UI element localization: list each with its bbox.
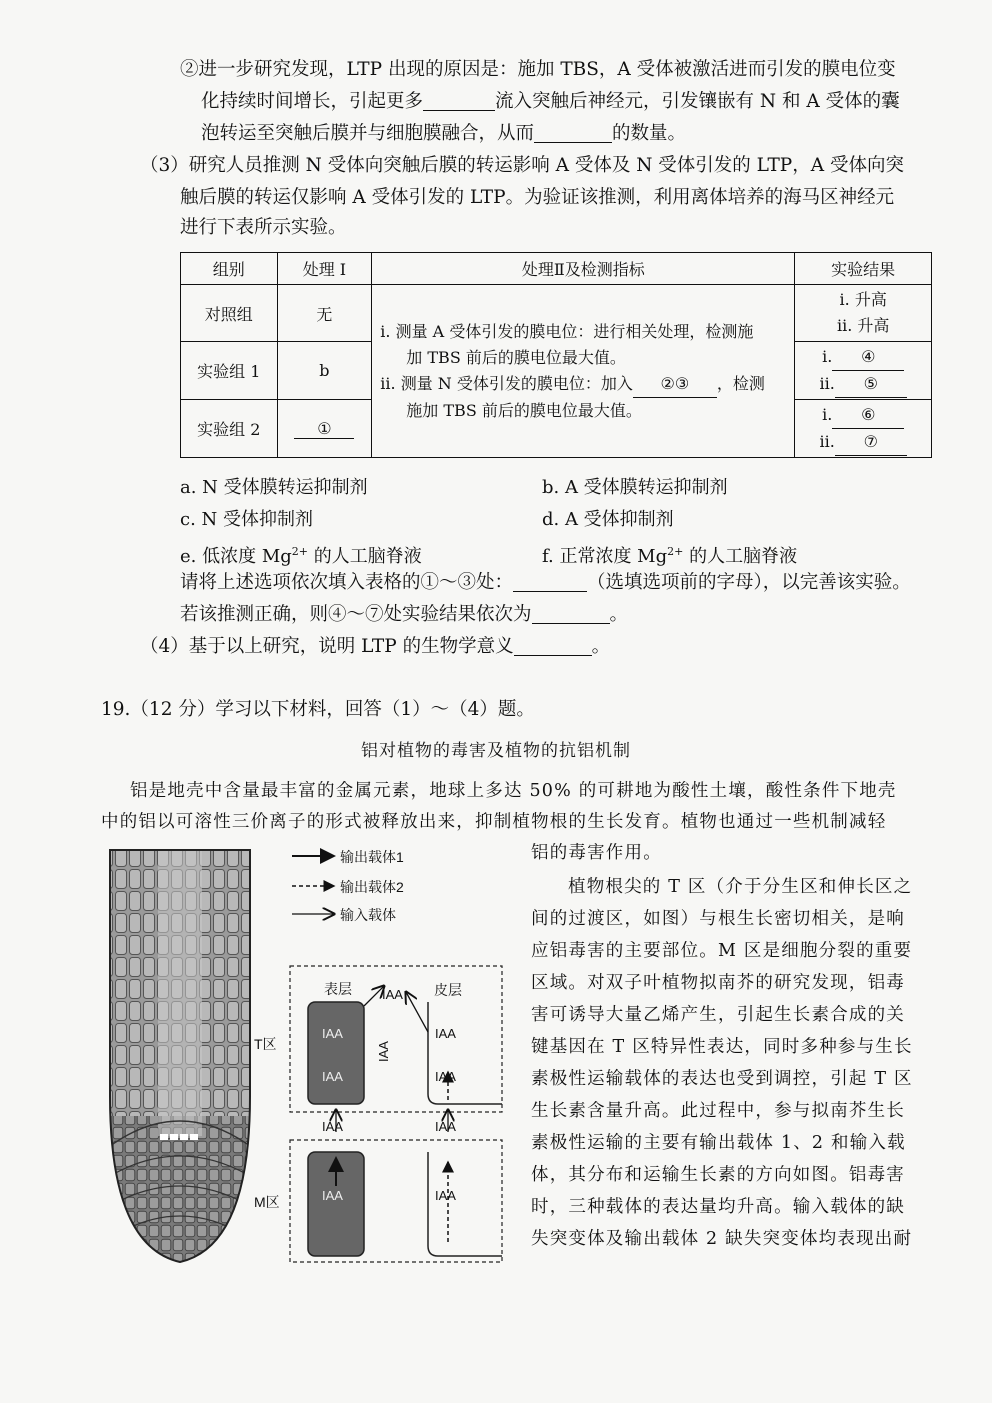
body-line: 植物根尖的 T 区（介于分生区和伸长区之 bbox=[568, 877, 913, 897]
body-line: 应铝毒害的主要部位。M 区是细胞分裂的重要 bbox=[531, 941, 913, 961]
header-treatment-2: 处理Ⅱ及检测指标 bbox=[372, 253, 795, 285]
q19-intro-2: 中的铝以可溶性三价离子的形式被释放出来，抑制植物根的生长发育。植物也通过一些机制减轻 bbox=[101, 812, 887, 832]
iaa-label: IAA bbox=[322, 1119, 343, 1134]
superscript: 2+ bbox=[291, 545, 308, 558]
text: ii. 测量 N 受体引发的膜电位：加入 bbox=[380, 373, 633, 393]
text: 若该推测正确，则④～⑦处实验结果依次为 bbox=[180, 604, 532, 625]
text: 请将上述选项依次填入表格的①～③处： bbox=[180, 572, 514, 593]
answer-blank-1[interactable]: ① bbox=[294, 419, 354, 439]
text: 的人工脑脊液 bbox=[683, 546, 798, 567]
body-line: 失突变体及输出载体 2 缺失突变体均表现出耐 bbox=[531, 1229, 913, 1249]
option-c: c. N 受体抑制剂 bbox=[180, 509, 313, 530]
answer-blank[interactable] bbox=[514, 635, 592, 656]
text: 流入突触后神经元，引发镶嵌有 N 和 A 受体的囊 bbox=[495, 91, 900, 112]
row-control-group: 对照组 bbox=[181, 285, 278, 342]
row-control-result bbox=[795, 285, 932, 342]
option-a: a. N 受体膜转运抑制剂 bbox=[180, 477, 368, 498]
answer-blank-7[interactable]: ⑦ bbox=[835, 429, 907, 456]
auxin-transport-diagram bbox=[288, 962, 504, 1266]
result-ii: ii. 升高 bbox=[836, 316, 890, 335]
header-treatment-1: 处理 I bbox=[277, 253, 372, 285]
iaa-label: IAA bbox=[322, 1188, 343, 1203]
prefix: ii. bbox=[819, 431, 835, 451]
detect-1b: 加 TBS 前后的膜电位最大值。 bbox=[406, 347, 626, 367]
body-line: 素极性运输载体的表达也受到调控，引起 T 区 bbox=[531, 1069, 913, 1089]
q19-intro-3: 铝的毒害作用。 bbox=[531, 843, 662, 863]
q19-title: 铝对植物的毒害及植物的抗铝机制 bbox=[361, 741, 631, 761]
text: 。 bbox=[591, 636, 611, 657]
text: 泡转运至突触后膜并与细胞膜融合，从而 bbox=[201, 123, 535, 144]
fill-instruction bbox=[180, 567, 911, 599]
body-line: 生长素含量升高。此过程中，参与拟南芥生长 bbox=[531, 1101, 905, 1121]
answer-blank-4[interactable]: ④ bbox=[832, 344, 904, 371]
zone-t-label: T区 bbox=[254, 1036, 277, 1052]
row-exp1-result bbox=[795, 342, 932, 400]
answer-blank-6[interactable]: ⑥ bbox=[832, 402, 904, 429]
iaa-label: IAA bbox=[382, 987, 403, 1002]
prefix: ii. bbox=[819, 373, 835, 393]
body-line: 区域。对双子叶植物拟南芥的研究发现，铝毒 bbox=[531, 973, 905, 993]
iaa-label: IAA bbox=[435, 1026, 456, 1041]
answer-blank[interactable] bbox=[423, 90, 495, 111]
result-instruction bbox=[180, 599, 628, 631]
q18-p3-line3: 进行下表所示实验。 bbox=[180, 217, 347, 238]
prefix: i. bbox=[822, 404, 833, 424]
q18-p2-line2 bbox=[201, 86, 900, 118]
q18-p3-line2: 触后膜的转运仅影响 A 受体引发的 LTP。为验证该推测，利用离体培养的海马区神经元 bbox=[180, 187, 895, 208]
detect-2c: 施加 TBS 前后的膜电位最大值。 bbox=[406, 400, 642, 420]
answer-blank[interactable] bbox=[513, 571, 587, 592]
result-i: i. 升高 bbox=[839, 290, 887, 309]
row-exp2-treatment bbox=[277, 400, 372, 458]
detection-cell bbox=[372, 285, 795, 458]
body-line: 时，三种载体的表达量均升高。输入载体的缺 bbox=[531, 1197, 905, 1217]
legend-export-2: 输出载体2 bbox=[340, 879, 404, 895]
legend-export-1: 输出载体1 bbox=[340, 849, 404, 865]
root-tip-illustration bbox=[100, 846, 260, 1266]
q19-header: 19.（12 分）学习以下材料，回答（1）～（4）题。 bbox=[101, 699, 535, 720]
experiment-table bbox=[180, 252, 932, 458]
row-exp1-treatment: b bbox=[277, 342, 372, 400]
text: （4）基于以上研究，说明 LTP 的生物学意义 bbox=[140, 636, 514, 657]
row-exp2-result bbox=[795, 400, 932, 458]
answer-blank[interactable] bbox=[532, 603, 610, 624]
header-result: 实验结果 bbox=[795, 253, 932, 285]
cortex-label: 皮层 bbox=[434, 982, 462, 998]
q18-p2-line1: ②进一步研究发现，LTP 出现的原因是：施加 TBS，A 受体被激活进而引发的膜电位变 bbox=[180, 59, 896, 80]
row-exp1-group: 实验组 1 bbox=[181, 342, 278, 400]
body-line: 素极性运输的主要有输出载体 1、2 和输入载 bbox=[531, 1133, 906, 1153]
answer-blank[interactable] bbox=[534, 122, 612, 143]
iaa-label: IAA bbox=[322, 1026, 343, 1041]
text: 化持续时间增长，引起更多 bbox=[201, 91, 424, 112]
q18-p4 bbox=[140, 631, 610, 663]
text: 。 bbox=[609, 604, 629, 625]
detect-2a bbox=[380, 371, 786, 398]
text: 的数量。 bbox=[612, 123, 687, 144]
text: 的人工脑脊液 bbox=[308, 546, 422, 567]
text: f. 正常浓度 Mg bbox=[542, 546, 668, 567]
body-line: 害可诱导大量乙烯产生，引起生长素合成的关 bbox=[531, 1005, 905, 1025]
legend-arrows bbox=[290, 846, 340, 926]
iaa-label: IAA bbox=[435, 1069, 456, 1084]
epidermis-label: 表层 bbox=[324, 981, 352, 997]
body-line: 间的过渡区，如图）与根生长密切相关，是响 bbox=[531, 909, 905, 929]
zone-m-label: M区 bbox=[254, 1194, 280, 1210]
body-line: 键基因在 T 区特异性表达，同时多种参与生长 bbox=[531, 1037, 913, 1057]
legend-import: 输入载体 bbox=[340, 907, 396, 923]
text: ，检测 bbox=[716, 373, 765, 393]
row-exp2-group: 实验组 2 bbox=[181, 400, 278, 458]
iaa-label: IAA bbox=[375, 1041, 391, 1062]
iaa-label: IAA bbox=[322, 1069, 343, 1084]
answer-blank-5[interactable]: ⑤ bbox=[835, 371, 907, 398]
option-b: b. A 受体膜转运抑制剂 bbox=[542, 477, 728, 498]
header-group: 组别 bbox=[181, 253, 278, 285]
superscript: 2+ bbox=[667, 545, 684, 558]
detect-1a: i. 测量 A 受体引发的膜电位：进行相关处理，检测施 bbox=[380, 321, 754, 341]
text: （选填选项前的字母），以完善该实验。 bbox=[587, 572, 911, 593]
row-control-treatment: 无 bbox=[277, 285, 372, 342]
text: e. 低浓度 Mg bbox=[180, 546, 292, 567]
answer-blank-2-3[interactable]: ②③ bbox=[633, 371, 717, 398]
prefix: i. bbox=[822, 346, 833, 366]
body-line: 体，其分布和运输生长素的方向如图。铝毒害 bbox=[531, 1165, 905, 1185]
iaa-label: IAA bbox=[435, 1188, 456, 1203]
q19-intro-1: 铝是地壳中含量最丰富的金属元素，地球上多达 50% 的可耕地为酸性土壤，酸性条件下地壳 bbox=[130, 781, 897, 801]
q18-p2-line3 bbox=[201, 118, 686, 150]
iaa-label: IAA bbox=[435, 1119, 456, 1134]
option-d: d. A 受体抑制剂 bbox=[542, 509, 674, 530]
q18-p3-line1: （3）研究人员推测 N 受体向突触后膜的转运影响 A 受体及 N 受体引发的 LTP，A 受体向突 bbox=[140, 155, 904, 176]
